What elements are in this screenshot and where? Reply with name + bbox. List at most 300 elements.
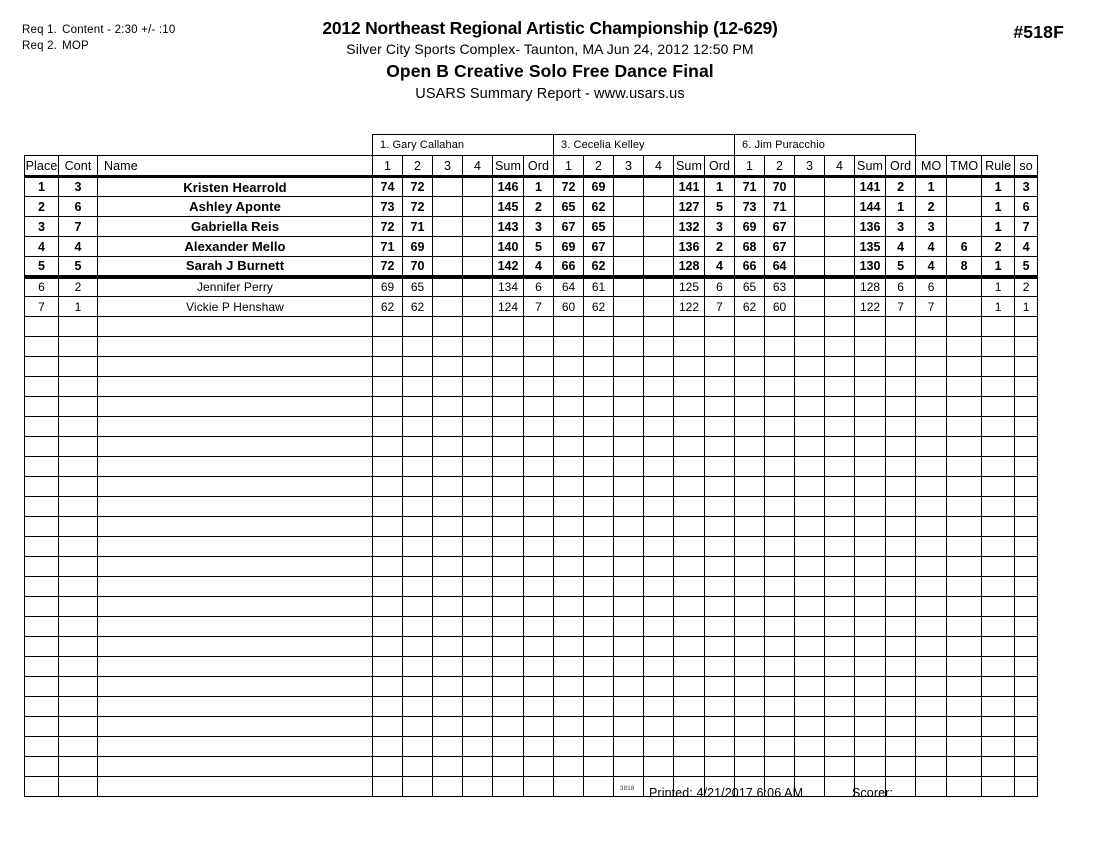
cell-j1-score2 [403,517,433,537]
cell-j3-ord [886,457,916,477]
cell-j2-score3 [614,757,644,777]
cell-place [25,357,59,377]
cell-rule: 1 [982,277,1015,297]
cell-j2-score3 [614,217,644,237]
cell-j1-score2 [403,577,433,597]
cell-j1-score3 [433,317,463,337]
cell-place: 4 [25,237,59,257]
cell-j2-score3 [614,737,644,757]
cell-rule [982,757,1015,777]
cell-j1-score1 [373,717,403,737]
cell-j3-score2 [765,597,795,617]
cell-j1-score3 [433,397,463,417]
table-row [25,297,1038,317]
cell-j3-score1 [735,457,765,477]
cell-place [25,697,59,717]
cell-j1-score4 [463,237,493,257]
cell-j2-sum [674,577,705,597]
table-row [25,237,1038,257]
cell-j1-score4 [463,257,493,277]
cell-j2-sum [674,417,705,437]
cell-j3-score1 [735,577,765,597]
cell-j1-ord [524,557,554,577]
cell-j3-ord [886,397,916,417]
cell-j3-score1: 68 [735,237,765,257]
cell-j3-score4 [825,557,855,577]
cell-j2-score2 [584,597,614,617]
cell-j2-score4 [644,597,674,617]
cell-j3-score3 [795,757,825,777]
cell-j1-ord [524,397,554,417]
cell-j2-score3 [614,237,644,257]
cell-j2-score4 [644,437,674,457]
cell-j2-score1 [554,457,584,477]
col-header-place: Place [25,156,59,177]
cell-place [25,757,59,777]
cell-j3-score4 [825,617,855,637]
cell-j3-score2 [765,377,795,397]
cell-cont: 2 [59,277,98,297]
cell-tmo [947,337,982,357]
table-row-empty [25,477,1038,497]
table-row-empty [25,437,1038,457]
cell-j2-score1 [554,497,584,517]
cell-j2-score1 [554,577,584,597]
cell-j2-score2 [584,717,614,737]
cell-j1-score2 [403,497,433,517]
cell-j1-ord [524,517,554,537]
cell-j3-ord [886,477,916,497]
cell-j2-score4 [644,657,674,677]
cell-j2-score1 [554,597,584,617]
cell-skater-name: Alexander Mello [98,237,373,257]
cell-j1-score3 [433,337,463,357]
cell-j3-sum: 128 [855,277,886,297]
cell-j3-score1 [735,437,765,457]
cell-j3-score2 [765,397,795,417]
cell-j2-sum: 132 [674,217,705,237]
cell-j2-score3 [614,277,644,297]
cell-j1-score1: 71 [373,237,403,257]
cell-skater-name: Gabriella Reis [98,217,373,237]
cell-j2-score4 [644,477,674,497]
cell-j2-ord [705,477,735,497]
event-title: Open B Creative Solo Free Dance Final [386,61,714,81]
cell-j2-score2 [584,617,614,637]
cell-j1-ord [524,737,554,757]
cell-skater-name [98,417,373,437]
cell-j3-sum [855,677,886,697]
cell-j1-score1 [373,697,403,717]
spacer-cell [916,135,947,156]
cell-j2-score2 [584,477,614,497]
table-row-empty [25,357,1038,377]
cell-j1-score2 [403,397,433,417]
cell-j1-ord [524,537,554,557]
cell-j1-score2 [403,337,433,357]
cell-mo: 6 [916,277,947,297]
cell-skater-name [98,337,373,357]
cell-j1-sum [493,537,524,557]
table-row-empty [25,457,1038,477]
cell-j2-score4 [644,517,674,537]
cell-j1-score1: 73 [373,197,403,217]
cell-j2-score4 [644,637,674,657]
cell-j3-score1 [735,617,765,637]
col-header-so: so [1015,156,1038,177]
cell-j3-score3 [795,577,825,597]
cell-mo [916,657,947,677]
cell-j1-ord [524,497,554,517]
cell-j1-sum [493,617,524,637]
cell-j1-ord [524,337,554,357]
cell-so [1015,657,1038,677]
report-subtitle: USARS Summary Report - www.usars.us [415,86,685,102]
cell-j1-score4 [463,357,493,377]
cell-j1-sum [493,737,524,757]
cell-j3-sum [855,717,886,737]
cell-tmo [947,437,982,457]
cell-j2-score2 [584,537,614,557]
cell-skater-name [98,497,373,517]
cell-rule [982,717,1015,737]
table-row-empty [25,497,1038,517]
cell-j2-score1: 60 [554,297,584,317]
cell-j2-score2: 65 [584,217,614,237]
col-header-j1-score2: 2 [403,156,433,177]
cell-so [1015,397,1038,417]
cell-j2-ord [705,617,735,637]
cell-place [25,417,59,437]
cell-j3-sum: 144 [855,197,886,217]
cell-j3-sum: 130 [855,257,886,277]
cell-j2-score4 [644,457,674,477]
cell-j1-score4 [463,597,493,617]
cell-skater-name [98,677,373,697]
cell-j3-ord: 7 [886,297,916,317]
cell-j2-score4 [644,497,674,517]
cell-place [25,537,59,557]
cell-j2-sum [674,537,705,557]
cell-j1-score3 [433,677,463,697]
cell-j2-sum [674,457,705,477]
cell-tmo [947,197,982,217]
sheet-number: #518F [1013,22,1064,42]
cell-j1-ord [524,357,554,377]
cell-j3-sum [855,757,886,777]
cell-cont [59,337,98,357]
cell-place: 6 [25,277,59,297]
cell-mo [916,677,947,697]
cell-j3-score2 [765,757,795,777]
cell-j3-sum: 135 [855,237,886,257]
cell-so: 3 [1015,177,1038,197]
cell-j2-score2 [584,757,614,777]
cell-j2-score2 [584,737,614,757]
cell-rule: 1 [982,197,1015,217]
col-header-j2-score1: 1 [554,156,584,177]
cell-so [1015,677,1038,697]
cell-j2-score2: 67 [584,237,614,257]
cell-cont [59,697,98,717]
cell-j1-score2 [403,717,433,737]
cell-place [25,637,59,657]
cell-j1-score3 [433,497,463,517]
cell-j3-score3 [795,197,825,217]
cell-rule [982,317,1015,337]
cell-j1-score2 [403,677,433,697]
cell-mo [916,757,947,777]
cell-j2-ord: 7 [705,297,735,317]
cell-j3-score2 [765,437,795,457]
cell-skater-name [98,377,373,397]
cell-so [1015,417,1038,437]
cell-mo [916,477,947,497]
cell-j1-score2 [403,317,433,337]
cell-cont [59,637,98,657]
cell-j3-score3 [795,717,825,737]
cell-j2-sum [674,337,705,357]
cell-j2-score2: 62 [584,297,614,317]
cell-j1-score1 [373,757,403,777]
cell-cont [59,757,98,777]
cell-cont [59,417,98,437]
cell-rule [982,397,1015,417]
cell-j1-score1 [373,437,403,457]
cell-j3-score1 [735,597,765,617]
cell-j1-score2 [403,457,433,477]
cell-j3-score1 [735,637,765,657]
cell-j1-score3 [433,717,463,737]
cell-j1-sum [493,657,524,677]
cell-j3-sum [855,377,886,397]
cell-j2-score2 [584,657,614,677]
cell-rule: 1 [982,177,1015,197]
cell-j2-ord [705,357,735,377]
cell-skater-name: Jennifer Perry [98,277,373,297]
cell-skater-name [98,637,373,657]
cell-rule [982,497,1015,517]
cell-j3-ord [886,357,916,377]
table-row [25,277,1038,297]
cell-j2-score2: 61 [584,277,614,297]
cell-rule [982,737,1015,757]
cell-j3-score4 [825,217,855,237]
cell-j1-score4 [463,297,493,317]
cell-j1-sum [493,477,524,497]
cell-j2-score3 [614,417,644,437]
cell-j3-score3 [795,497,825,517]
cell-j3-score2: 63 [765,277,795,297]
cell-j3-score4 [825,177,855,197]
cell-skater-name [98,517,373,537]
cell-j1-score4 [463,457,493,477]
cell-j1-score4 [463,517,493,537]
cell-j2-ord [705,717,735,737]
cell-j2-score3 [614,257,644,277]
cell-j1-score3 [433,737,463,757]
cell-j1-score4 [463,577,493,597]
cell-mo [916,317,947,337]
table-row-empty [25,377,1038,397]
cell-j3-score4 [825,757,855,777]
cell-j2-score3 [614,457,644,477]
cell-j1-score3 [433,697,463,717]
cell-j3-sum [855,337,886,357]
cell-j3-score3 [795,397,825,417]
col-header-j2-score3: 3 [614,156,644,177]
cell-j2-sum [674,597,705,617]
cell-j3-score3 [795,257,825,277]
cell-j1-ord [524,437,554,457]
cell-tmo [947,737,982,757]
cell-j1-ord [524,377,554,397]
cell-mo [916,357,947,377]
cell-j3-ord [886,577,916,597]
cell-j2-ord: 2 [705,237,735,257]
cell-so [1015,457,1038,477]
table-row-empty [25,677,1038,697]
cell-j3-score1 [735,377,765,397]
cell-j2-sum: 122 [674,297,705,317]
cell-j1-score4 [463,677,493,697]
cell-j1-score2 [403,637,433,657]
cell-j3-ord [886,737,916,757]
cell-j3-score3 [795,177,825,197]
cell-j2-score3 [614,397,644,417]
cell-j1-ord [524,677,554,697]
cell-j1-score2 [403,597,433,617]
cell-mo [916,517,947,537]
cell-j1-score4 [463,217,493,237]
cell-j1-sum: 134 [493,277,524,297]
cell-j1-ord: 6 [524,277,554,297]
cell-j1-sum [493,517,524,537]
cell-j1-score1 [373,377,403,397]
cell-j3-ord [886,377,916,397]
cell-j1-score3 [433,417,463,437]
cell-j1-score3 [433,557,463,577]
cell-tmo [947,277,982,297]
cell-j1-score1 [373,477,403,497]
cell-j1-score3 [433,757,463,777]
cell-j1-score3 [433,537,463,557]
cell-so [1015,437,1038,457]
cell-j3-ord [886,537,916,557]
cell-skater-name [98,717,373,737]
cell-j2-score2 [584,337,614,357]
cell-rule [982,437,1015,457]
cell-mo [916,597,947,617]
judge-banner-3: 6. Jim Puracchio [735,135,916,156]
cell-j3-score4 [825,337,855,357]
cell-skater-name [98,657,373,677]
cell-j2-score3 [614,177,644,197]
cell-j1-score3 [433,577,463,597]
cell-j3-ord [886,517,916,537]
cell-j2-score2 [584,417,614,437]
cell-j3-score3 [795,657,825,677]
cell-j2-score4 [644,737,674,757]
cell-j3-sum [855,517,886,537]
cell-j3-score4 [825,577,855,597]
cell-place [25,457,59,477]
cell-j1-score4 [463,497,493,517]
cell-j3-score4 [825,417,855,437]
cell-j3-sum [855,497,886,517]
cell-j1-score4 [463,317,493,337]
cell-cont: 1 [59,297,98,317]
cell-tmo [947,357,982,377]
cell-j3-score3 [795,337,825,357]
cell-j3-score1 [735,737,765,757]
cell-cont [59,537,98,557]
cell-j3-ord: 1 [886,197,916,217]
cell-cont [59,377,98,397]
cell-j2-sum: 125 [674,277,705,297]
cell-j2-score3 [614,537,644,557]
cell-j1-sum: 146 [493,177,524,197]
cell-j1-ord [524,717,554,737]
col-header-j1-ord: Ord [524,156,554,177]
cell-mo: 1 [916,177,947,197]
cell-j3-score3 [795,517,825,537]
cell-skater-name [98,597,373,617]
cell-place [25,617,59,637]
cell-j3-score3 [795,437,825,457]
cell-skater-name [98,697,373,717]
cell-mo [916,457,947,477]
cell-j2-ord [705,497,735,517]
cell-j2-score3 [614,497,644,517]
cell-mo [916,717,947,737]
cell-cont [59,677,98,697]
table-row-empty [25,637,1038,657]
cell-j2-score1 [554,437,584,457]
cell-so [1015,637,1038,657]
cell-j2-score3 [614,477,644,497]
cell-j3-score1 [735,757,765,777]
cell-mo [916,697,947,717]
cell-j3-score1 [735,537,765,557]
cell-rule [982,617,1015,637]
cell-j1-score2: 71 [403,217,433,237]
cell-j2-score1 [554,637,584,657]
cell-j3-score4 [825,497,855,517]
spacer-cell [1015,135,1038,156]
cell-j3-score2 [765,677,795,697]
cell-j2-ord [705,437,735,457]
cell-j1-score2 [403,377,433,397]
cell-place [25,437,59,457]
cell-j3-sum [855,317,886,337]
cell-j2-score2 [584,317,614,337]
cell-j3-score4 [825,237,855,257]
cell-j1-score1: 72 [373,257,403,277]
cell-rule [982,597,1015,617]
cell-j3-ord [886,637,916,657]
cell-rule: 1 [982,297,1015,317]
cell-j3-score4 [825,377,855,397]
cell-j2-score1 [554,617,584,637]
cell-j3-ord [886,317,916,337]
cell-j1-sum [493,497,524,517]
cell-j3-score4 [825,317,855,337]
cell-j1-score3 [433,297,463,317]
cell-j2-score4 [644,397,674,417]
cell-j3-score4 [825,357,855,377]
cell-tmo [947,657,982,677]
